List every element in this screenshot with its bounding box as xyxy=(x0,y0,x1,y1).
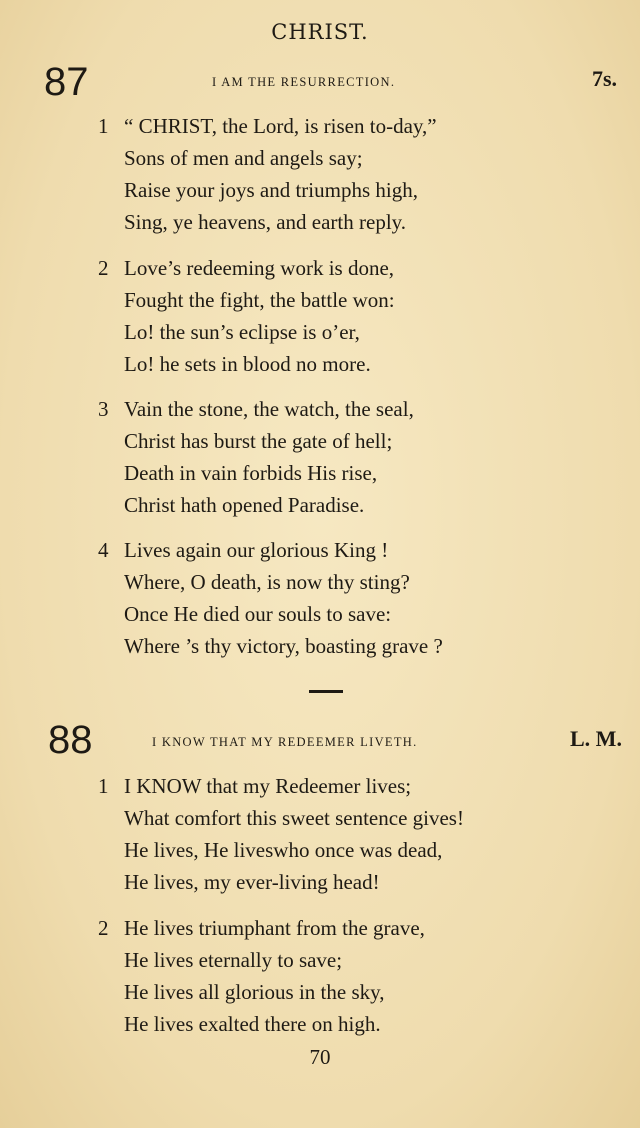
verse-line: He lives triumphant from the grave, xyxy=(124,916,425,940)
section-divider xyxy=(309,690,343,693)
verse-line: He lives eternally to save; xyxy=(124,948,343,972)
verse-line: Lo! the sun’s eclipse is o’er, xyxy=(124,320,360,344)
stanza-number: 2 xyxy=(98,256,109,280)
verse-line: Sing, ye heavens, and earth reply. xyxy=(124,210,407,234)
verse-line: Lives again our glorious King ! xyxy=(124,538,389,562)
stanza-number: 1 xyxy=(98,774,109,798)
stanza-number: 4 xyxy=(98,538,109,562)
verse-line: He lives exalted there on high. xyxy=(124,1012,381,1036)
verse-line: Death in vain forbids His rise, xyxy=(124,461,378,485)
running-head: CHRIST. xyxy=(271,20,369,44)
verse-line: Where ’s thy victory, boasting grave ? xyxy=(124,634,443,658)
hymn-title: I AM THE RESURRECTION. xyxy=(212,75,396,89)
verse-line: He lives, He liveswho once was dead, xyxy=(124,838,443,862)
hymn-meter: L. M. xyxy=(570,726,622,751)
hymn-number: 87 xyxy=(44,60,89,104)
verse-line: Raise your joys and triumphs high, xyxy=(124,178,418,202)
verse-line: I KNOW that my Redeemer lives; xyxy=(124,774,412,798)
verse-line: Vain the stone, the watch, the seal, xyxy=(124,397,414,421)
verse-line: Love’s redeeming work is done, xyxy=(124,256,395,280)
verse-line: Sons of men and angels say; xyxy=(124,146,363,170)
verse-line: Christ has burst the gate of hell; xyxy=(124,429,393,453)
hymn-meter: 7s. xyxy=(592,66,618,91)
verse-line: He lives all glorious in the sky, xyxy=(124,980,385,1004)
verse-line: Once He died our souls to save: xyxy=(124,602,392,626)
verse-line: Christ hath opened Paradise. xyxy=(124,493,365,517)
verse-line: “ CHRIST, the Lord, is risen to-day,” xyxy=(124,114,437,138)
verse-line: What comfort this sweet sentence gives! xyxy=(124,806,464,830)
verse-line: Fought the fight, the battle won: xyxy=(124,288,395,312)
verse-line: Lo! he sets in blood no more. xyxy=(124,352,371,376)
stanza-number: 1 xyxy=(98,114,109,138)
verse-line: Where, O death, is now thy sting? xyxy=(124,570,410,594)
page-number: 70 xyxy=(309,1045,331,1069)
stanza-number: 2 xyxy=(98,916,109,940)
hymn-number: 88 xyxy=(48,718,93,762)
verse-line: He lives, my ever-living head! xyxy=(124,870,380,894)
stanza-number: 3 xyxy=(98,397,109,421)
hymn-title: I KNOW THAT MY REDEEMER LIVETH. xyxy=(152,735,418,749)
